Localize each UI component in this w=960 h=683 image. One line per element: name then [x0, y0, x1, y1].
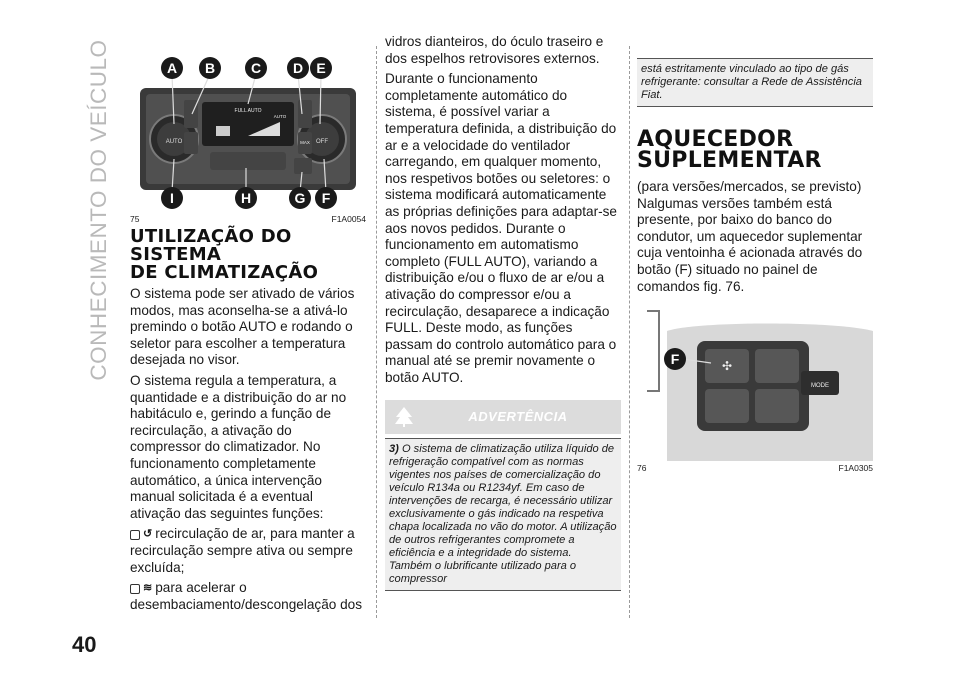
- svg-text:B: B: [204, 60, 216, 76]
- callout-i: [161, 187, 183, 209]
- column-1: [130, 44, 366, 618]
- temp-digits: [216, 126, 230, 136]
- button-d: [298, 100, 312, 128]
- figure-76-caption: [637, 463, 873, 473]
- paragraph: (para versões/mercados, se previsto) Nalgumas versões também está presente, por baixo do banco do condutor, um aquecedor suplementar cuja ventoinha é acionada através do botão (F) situado no painel de comandos fig. 76.: [637, 179, 863, 294]
- auto-left-label: AUTO: [165, 139, 183, 145]
- svg-text:D: D: [292, 60, 304, 76]
- svg-text:F: F: [670, 351, 680, 368]
- section-title: UTILIZAÇÃO DO SISTEMA DE CLIMATIZAÇÃO: [130, 226, 319, 283]
- svg-text:A: A: [166, 60, 178, 76]
- callout-g: [289, 187, 311, 209]
- figure-code: F1A0305: [838, 463, 873, 474]
- recirculation-icon: ↺: [143, 528, 153, 541]
- chapter-side-title: CONHECIMENTO DO VEÍCULO: [86, 39, 111, 381]
- button-g: [294, 158, 312, 174]
- figure-number: 76: [637, 463, 647, 474]
- section-title: AQUECEDOR SUPLEMENTAR: [637, 127, 822, 173]
- auto-right-label: AUTO: [273, 114, 287, 119]
- svg-text:H: H: [240, 190, 252, 206]
- mode-label: MODE: [811, 383, 829, 390]
- column-3: [637, 44, 873, 473]
- callout-h: [235, 187, 257, 209]
- svg-text:E: E: [316, 60, 326, 76]
- max-defrost-icon: ≋: [143, 582, 153, 595]
- column-2: [385, 34, 621, 591]
- off-label: OFF: [316, 139, 328, 145]
- climate-panel-illustration: [130, 44, 366, 212]
- callout-d: [287, 57, 309, 79]
- callout-f: [664, 348, 686, 370]
- button-top-right: [755, 349, 799, 383]
- paragraph: Durante o funcionamento completamente automático do sistema, é possível variar a temperatura definida, a distribuição do ar e a velocidade do ventilador carregando, em qualquer momento, nos respetivos botões ou seletores: o sistema modificará automaticamente as próprias definições para adaptar-se aos novos pedidos. Durante o funcionamento em automatismo completo (FULL AUTO), variando a distribuição e/ou o fluxo de ar e/ou a ativação do compressor e/ou a recirculação, desaparece a indicação FULL. Deste modo, as funções passam do controlo automático para o manual até se premir novamente o botão AUTO.: [385, 71, 617, 385]
- button-left-lower: [184, 132, 198, 154]
- column-divider: [376, 46, 377, 618]
- callout-a: [161, 57, 183, 79]
- warning-title: ADVERTÊNCIA: [468, 409, 568, 425]
- figure-76: [637, 301, 873, 473]
- fan-buttons: [210, 152, 286, 170]
- figure-75: [130, 44, 366, 224]
- figure-number: 75: [130, 214, 140, 224]
- callout-c: [245, 57, 267, 79]
- paragraph: O sistema pode ser ativado de vários modos, mas aconselha-se a ativá-lo premindo o botão AUTO e rodando o seletor para escolher a temperatura desejada no visor.: [130, 286, 355, 368]
- full-auto-label: FULL AUTO: [234, 108, 262, 114]
- figure-code: F1A0054: [331, 214, 366, 224]
- max-label: MAX: [300, 140, 310, 145]
- paragraph: O sistema regula a temperatura, a quantidade e a distribuição do ar no habitáculo e, gerindo a função de recirculação, a ativação do compressor do climatizador. No funcionamento completamente automático, a única intervenção manual solicitada é a eventual ativação das seguintes funções:: [130, 372, 347, 521]
- callout-e: [310, 57, 332, 79]
- button-icon: [130, 584, 140, 594]
- callout-f: [315, 187, 337, 209]
- function-item: ≋ para acelerar o desembaciamento/descongelação dos: [130, 580, 363, 612]
- svg-text:I: I: [170, 190, 174, 206]
- svg-text:C: C: [250, 60, 262, 76]
- callout-b: [199, 57, 221, 79]
- warning-header: [385, 400, 621, 434]
- warning-text: 3) O sistema de climatização utiliza líquido de refrigeração compatível com as normas vigentes nos países de comercialização do veículo R134a ou R1234yf. Em caso de intervenções de recarga, é necessário utilizar exclusivamente o gás indicado na respetiva chapa localizada no vão do motor. A utilização de outros refrigerantes compromete a eficiência e a integridade do sistema. Também o lubrificante utilizado para o compressor: [385, 438, 621, 591]
- paragraph: vidros dianteiros, do óculo traseiro e dos espelhos retrovisores externos.: [385, 34, 604, 66]
- page-number: 40: [72, 632, 97, 657]
- heater-panel-illustration: [637, 301, 873, 461]
- warning-continuation: está estritamente vinculado ao tipo de gás refrigerante: consultar a Rede de Assistência Fiat.: [637, 58, 873, 107]
- column-divider: [629, 46, 630, 618]
- function-item: ↺ recirculação de ar, para manter a recirculação sempre ativa ou sempre excluída;: [130, 526, 355, 575]
- fan-icon: ✣: [721, 359, 733, 374]
- button-bottom-right: [755, 389, 799, 423]
- button-bottom-left: [705, 389, 749, 423]
- svg-text:F: F: [321, 190, 331, 206]
- figure-75-caption: [130, 214, 366, 224]
- button-icon: [130, 530, 140, 540]
- svg-text:G: G: [294, 190, 306, 206]
